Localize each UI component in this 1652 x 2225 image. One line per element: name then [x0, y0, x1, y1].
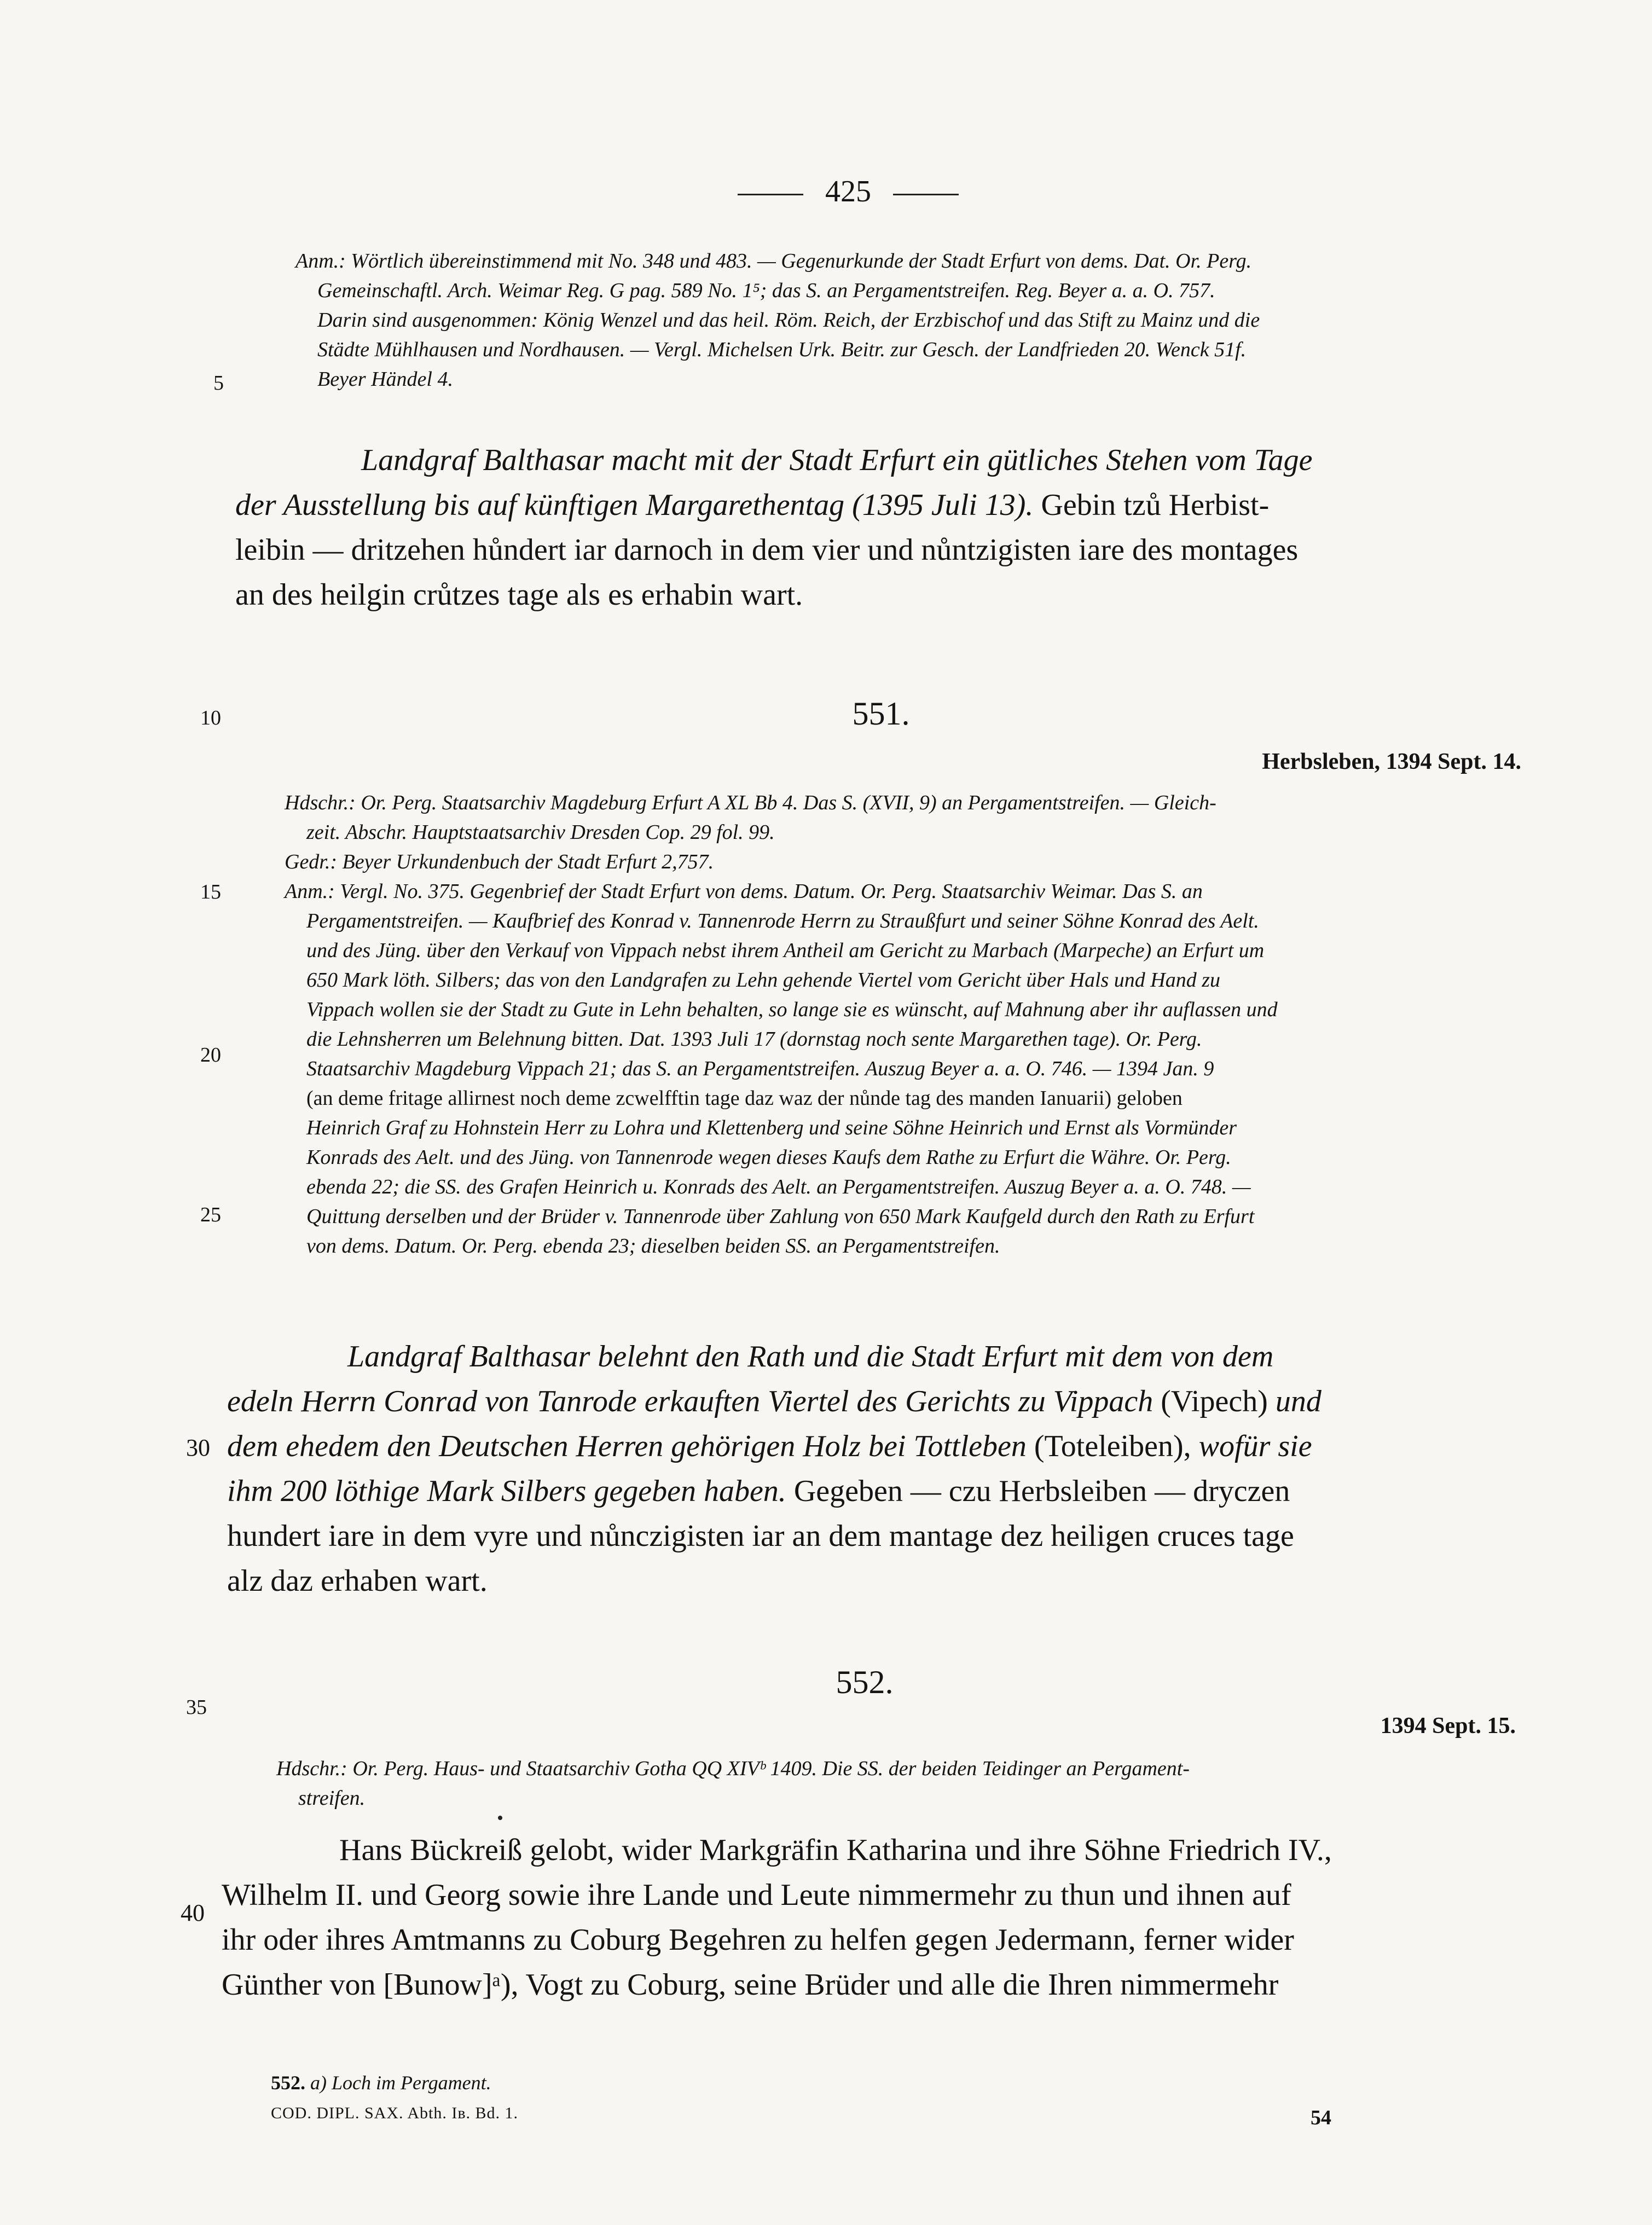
footnote-text: a) Loch im Pergament. — [310, 2072, 491, 2094]
line-number-40: 40 — [181, 1899, 205, 1926]
text-line: hundert iare in dem vyre und nůnczigisten iar an dem mantage dez heiligen cruces tage — [227, 1519, 1294, 1553]
intro-note — [295, 246, 1527, 394]
regest-text-551 — [227, 1334, 1535, 1603]
note-line: ebenda 22; die SS. des Grafen Heinrich u. Konrads des Aelt. an Pergamentstreifen. Auszug Beyer a. a. O. 748. — — [306, 1175, 1251, 1198]
note-line: Hdschr.: Or. Perg. Haus- und Staatsarchiv Gotha QQ XIVᵇ 1409. Die SS. der beiden Teidinger an Pergament- — [276, 1757, 1190, 1780]
page-header — [711, 174, 985, 209]
note-line: Darin sind ausgenommen: König Wenzel und das heil. Röm. Reich, der Erzbischof und das Stift zu Mainz und die — [317, 309, 1260, 332]
document-number-552: 552. — [836, 1664, 894, 1700]
note-line: Städte Mühlhausen und Nordhausen. — Vergl. Michelsen Urk. Beitr. zur Gesch. der Landfrieden 20. Wenck 51f. — [317, 338, 1247, 361]
footnote-label: 552. — [271, 2072, 305, 2094]
line-number-10: 10 — [200, 706, 221, 729]
line-number-5: 5 — [213, 372, 224, 395]
ink-dot — [498, 1816, 502, 1820]
text-line: an des heilgin crůtzes tage als es erhabin wart. — [235, 578, 803, 612]
text-line: (Vipech) — [1161, 1384, 1268, 1418]
text-line: Hans Bückreiß gelobt, wider Markgräfin Katharina und ihre Söhne Friedrich IV., — [339, 1833, 1332, 1867]
note-line: (an deme fritage allirnest noch deme zcwelfftin tage daz waz der nůnde tag des manden Ianuarii) geloben — [306, 1087, 1183, 1110]
line-number-25: 25 — [200, 1203, 221, 1226]
series-note: COD. DIPL. SAX. Abth. Iʙ. Bd. 1. — [271, 2104, 519, 2122]
note-line: Beyer Händel 4. — [317, 368, 453, 391]
note-line: Gemeinschaftl. Arch. Weimar Reg. G pag. 589 No. 1⁵; das S. an Pergamentstreifen. Reg. Beyer a. a. O. 757. — [317, 279, 1215, 302]
text-line: Landgraf Balthasar macht mit der Stadt Erfurt ein gütliches Stehen vom Tage — [361, 443, 1313, 477]
document-number-551: 551. — [852, 696, 910, 732]
text-line: (Toteleiben), — [1034, 1429, 1191, 1463]
regest-text-550 — [235, 438, 1538, 617]
line-number-35: 35 — [186, 1696, 207, 1719]
line-number-20: 20 — [200, 1044, 221, 1067]
dateline-552: 1394 Sept. 15. — [1380, 1713, 1516, 1739]
note-line: Gedr.: Beyer Urkundenbuch der Stadt Erfurt 2,757. — [285, 850, 714, 873]
text-line: und — [1275, 1384, 1321, 1418]
note-line: streifen. — [298, 1787, 366, 1810]
note-line: Anm.: Vergl. No. 375. Gegenbrief der Stadt Erfurt von dems. Datum. Or. Perg. Staatsarchiv Weimar. Das S. an — [285, 880, 1203, 903]
note-line: Pergamentstreifen. — Kaufbrief des Konrad v. Tannenrode Herrn zu Straußfurt und seiner Söhne Konrad des Aelt. — [306, 909, 1259, 932]
note-line: zeit. Abschr. Hauptstaatsarchiv Dresden Cop. 29 fol. 99. — [306, 821, 775, 844]
note-line: Quittung derselben und der Brüder v. Tannenrode über Zahlung von 650 Mark Kaufgeld durch den Rath zu Erfurt — [306, 1205, 1255, 1228]
text-line: Günther von [Bunow]ᵃ), Vogt zu Coburg, seine Brüder und alle die Ihren nimmermehr — [222, 1968, 1279, 2002]
note-line: von dems. Datum. Or. Perg. ebenda 23; dieselben beiden SS. an Pergamentstreifen. — [306, 1235, 1000, 1258]
dateline-551: Herbsleben, 1394 Sept. 14. — [1262, 749, 1521, 774]
notes-551 — [285, 788, 1532, 1261]
note-line: Heinrich Graf zu Hohnstein Herr zu Lohra und Klettenberg und seine Söhne Heinrich und Ernst als Vormünder — [306, 1116, 1237, 1139]
note-line: die Lehnsherren um Belehnung bitten. Dat. 1393 Juli 17 (dornstag noch sente Margarethen tage). Or. Perg. — [306, 1028, 1202, 1051]
page-number: 425 — [825, 175, 871, 208]
footnote-552 — [271, 2071, 491, 2094]
text-line: Gebin tzů Herbist- — [1041, 488, 1270, 522]
text-line: wofür sie — [1198, 1429, 1312, 1463]
regest-text-552 — [222, 1828, 1535, 2007]
text-line: dem ehedem den Deutschen Herren gehörigen Holz bei Tottleben — [227, 1429, 1027, 1463]
note-line: Vippach wollen sie der Stadt zu Gute in Lehn behalten, so lange sie es wünscht, auf Mahnung aber ihr auflassen und — [306, 998, 1278, 1021]
line-number-15: 15 — [200, 880, 221, 903]
note-line: Anm.: Wörtlich übereinstimmend mit No. 348 und 483. — Gegenurkunde der Stadt Erfurt von dems. Dat. Or. Perg. — [295, 250, 1252, 273]
text-line: Gegeben — czu Herbsleiben — dryczen — [793, 1474, 1290, 1508]
text-line: ihr oder ihres Amtmanns zu Coburg Begehren zu helfen gegen Jedermann, ferner wider — [222, 1923, 1294, 1957]
note-line: Staatsarchiv Magdeburg Vippach 21; das S. an Pergamentstreifen. Auszug Beyer a. a. O. 746. — 1394 Jan. 9 — [306, 1057, 1214, 1080]
notes-552 — [276, 1754, 1524, 1813]
note-line: 650 Mark löth. Silbers; das von den Landgrafen zu Lehn gehende Viertel vom Gericht über Hals und Hand zu — [306, 969, 1221, 992]
note-line: und des Jüng. über den Verkauf von Vippach nebst ihrem Antheil am Gericht zu Marbach (Marpeche) an Erfurt um — [306, 939, 1265, 962]
text-line: Landgraf Balthasar belehnt den Rath und die Stadt Erfurt mit dem von dem — [347, 1340, 1274, 1374]
text-line: leibin — dritzehen hůndert iar darnoch in dem vier und nůntzigisten iare des montages — [235, 533, 1299, 567]
signature-mark: 54 — [1311, 2106, 1331, 2129]
note-line: Hdschr.: Or. Perg. Staatsarchiv Magdeburg Erfurt A XL Bb 4. Das S. (XVII, 9) an Pergamentstreifen. — Gleich- — [285, 791, 1216, 814]
text-line: Wilhelm II. und Georg sowie ihre Lande und Leute nimmermehr zu thun und ihnen auf — [222, 1878, 1291, 1912]
line-number-30: 30 — [186, 1434, 210, 1461]
header-rule-right — [893, 194, 959, 195]
text-line: der Ausstellung bis auf künftigen Margarethentag (1395 Juli 13). — [235, 488, 1034, 522]
note-line: Konrads des Aelt. und des Jüng. von Tannenrode wegen dieses Kaufs dem Rathe zu Erfurt die Währe. Or. Perg. — [306, 1146, 1231, 1169]
header-rule-left — [738, 194, 803, 195]
text-line: alz daz erhaben wart. — [227, 1564, 488, 1598]
text-line: ihm 200 löthige Mark Silbers gegeben haben. — [227, 1474, 786, 1508]
text-line: edeln Herrn Conrad von Tanrode erkauften Viertel des Gerichts zu Vippach — [227, 1384, 1153, 1418]
